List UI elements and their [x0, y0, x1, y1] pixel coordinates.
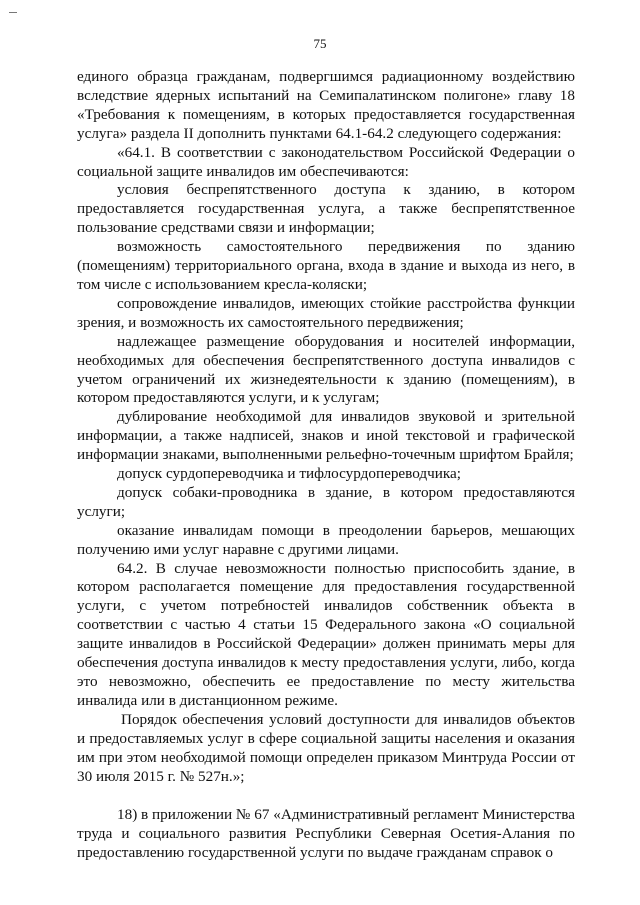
scan-edge-mark — [9, 12, 17, 13]
paragraph-interpreter: допуск сурдопереводчика и тифлосурдопереводчика; — [117, 465, 461, 483]
paragraph-continuation: единого образца гражданам, подвергшимся радиационному воздействию вследствие ядерных испытаний на Семипалатинском полигоне» главу 18 «Требования к помещениям, в которых предоставляется государственная услуга» раздела II дополнить пунктами 64.1-64.2 следующего содержания: — [77, 68, 575, 142]
document-body — [77, 68, 575, 863]
paragraph-assistance: оказание инвалидам помощи в преодолении барьеров, мешающих получению ими услуг наравне с другими лицами. — [77, 521, 575, 558]
paragraph-64-2: 64.2. В случае невозможности полностью приспособить здание, в котором располагается помещение для предоставления государственной услуги, с учетом потребностей инвалидов собственник объекта в соответствии с частью 4 статьи 15 Федерального закона «О социальной защите инвалидов в Российской Федерации» должен принимать меры для обеспечения доступа инвалидов к месту предоставления услуги, либо, когда это невозможно, обеспечить ее предоставление по месту жительства инвалида или в дистанционном режиме. — [77, 559, 575, 709]
paragraph-escort: сопровождение инвалидов, имеющих стойкие расстройства функции зрения, и возможность их самостоятельного передвижения; — [77, 294, 575, 331]
paragraph-movement: возможность самостоятельного передвижения по зданию (помещениям) территориального органа, входа в здание и выхода из него, в том числе с использованием кресла-коляски; — [77, 238, 575, 293]
paragraph-item-18: 18) в приложении № 67 «Административный регламент Министерства труда и социального развития Республики Северная Осетия-Алания по предоставлению государственной услуги по выдаче гражданам справок о — [77, 806, 575, 862]
paragraph-procedure: Порядок обеспечения условий доступности для инвалидов объектов и предоставляемых услуг в сфере социальной защиты населения и оказания им при этом необходимой помощи определен приказом Минтруда России от 30 июля 2015 г. № 527н.»; — [77, 710, 575, 785]
page-number: 75 — [313, 36, 327, 51]
paragraph-guide-dog: допуск собаки-проводника в здание, в котором предоставляются услуги; — [77, 483, 575, 520]
paragraph-equipment: надлежащее размещение оборудования и носителей информации, необходимых для обеспечения беспрепятственного доступа инвалидов с учетом ограничений их жизнедеятельности к зданию (помещениям), в котором предоставляются услуги, и к услугам; — [77, 332, 575, 407]
paragraph-64-1: «64.1. В соответствии с законодательством Российской Федерации о социальной защите инвалидов им обеспечиваются: — [77, 143, 575, 180]
paragraph-duplication: дублирование необходимой для инвалидов звуковой и зрительной информации, а также надписей, знаков и иной текстовой и графической информации знаками, выполненными рельефно-точечным шрифтом Брайля; — [77, 408, 575, 464]
paragraph-access-conditions: условия беспрепятственного доступа к зданию, в котором предоставляется государственная услуга, а также беспрепятственное пользование средствами связи и информации; — [77, 181, 575, 237]
